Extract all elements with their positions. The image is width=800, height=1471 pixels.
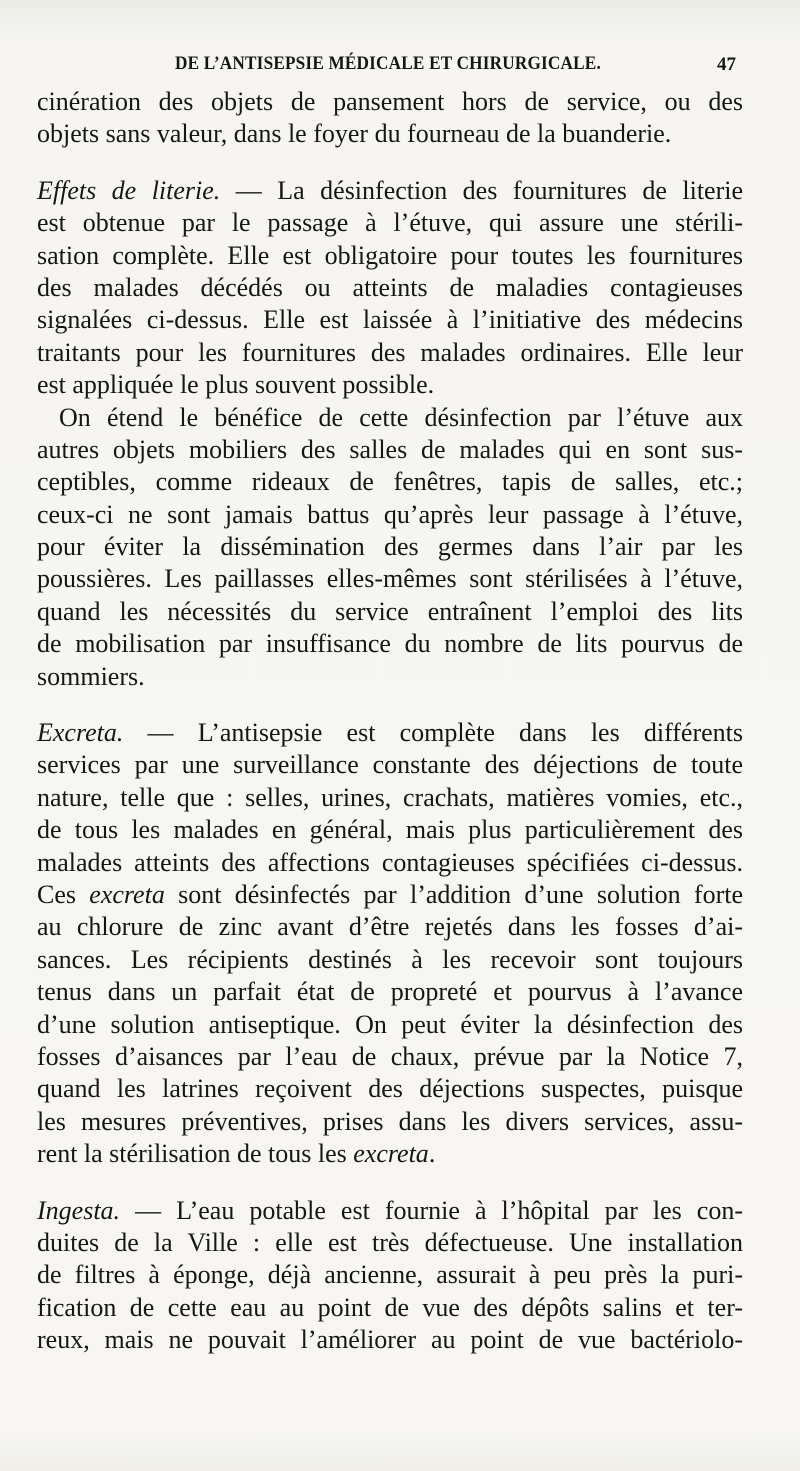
text-line: des malades décédés ou atteints de maladies contagieuses: [37, 272, 743, 302]
text-line: d’une solution antiseptique. On peut éviter la désinfection des: [37, 1009, 743, 1039]
text-line: duites de la Ville : elle est très défectueuse. Une installation: [37, 1227, 743, 1257]
section-heading: Ingesta.: [37, 1195, 121, 1225]
text-line: [37, 1138, 743, 1170]
text-line: objets sans valeur, dans le foyer du fourneau de la buanderie.: [37, 119, 672, 149]
text-line: les mesures préventives, prises dans les divers services, assu-: [37, 1106, 743, 1136]
text-line: de filtres à éponge, déjà ancienne, assurait à peu près la puri-: [37, 1260, 743, 1290]
text-line: [37, 879, 743, 911]
text-fragment: sont désinfectés par l’addition d’une solution forte: [178, 879, 743, 909]
text-line: est obtenue par le passage à l’étuve, qui assure une stérili-: [37, 208, 743, 238]
running-head: DE L’ANTISEPSIE MÉDICALE ET CHIRURGICALE.: [175, 54, 601, 74]
text-line: signalées ci-dessus. Elle est laissée à l’initiative des médecins: [37, 305, 743, 335]
text-line: autres objets mobiliers des salles de malades qui en sont sus-: [37, 434, 743, 464]
text-line: poussières. Les paillasses elles-mêmes sont stérilisées à l’étuve,: [37, 564, 743, 594]
paragraph-ingesta: [37, 1195, 743, 1357]
text-line: services par une surveillance constante des déjections de toute: [37, 750, 743, 780]
text-fragment: .: [428, 1139, 436, 1169]
italic-term: excreta: [89, 879, 165, 909]
text-line: [37, 717, 743, 749]
text-fragment: rent la stérilisation de tous les: [37, 1139, 347, 1169]
text-line: sation complète. Elle est obligatoire pour toutes les fournitures: [37, 240, 743, 270]
paragraph-etuve: [37, 402, 743, 694]
text-fragment: Ces: [37, 879, 76, 909]
text-line: est appliquée le plus souvent possible.: [37, 370, 435, 400]
paragraph-literie: [37, 175, 743, 402]
text-line: au chlorure de zinc avant d’être rejetés dans les fosses d’ai-: [37, 912, 743, 942]
text-line-rest: — L’antisepsie est complète dans les différents: [147, 718, 744, 748]
text-line: tenus dans un parfait état de propreté et pourvus à l’avance: [37, 977, 743, 1007]
text-line: [37, 1195, 743, 1227]
text-line: cinération des objets de pansement hors de service, ou des: [37, 87, 743, 116]
text-line: [37, 175, 743, 207]
text-line: reux, mais ne pouvait l’améliorer au point de vue bactériolo-: [37, 1325, 743, 1355]
text-line: On étend le bénéfice de cette désinfection par l’étuve aux: [59, 402, 743, 432]
text-line-rest: — L’eau potable est fournie à l’hôpital par les con-: [135, 1195, 743, 1225]
section-heading: Effets de literie.: [37, 175, 221, 205]
text-line: ceptibles, comme rideaux de fenêtres, tapis de salles, etc.;: [37, 467, 743, 497]
text-line: quand les nécessités du service entraînent l’emploi des lits: [37, 596, 743, 626]
text-line: fosses d’aisances par l’eau de chaux, prévue par la Notice 7,: [37, 1041, 743, 1071]
page-body: [37, 86, 743, 1356]
section-heading: Excreta.: [37, 718, 124, 748]
page-number: 47: [717, 54, 736, 75]
text-line: sommiers.: [37, 661, 145, 691]
text-line: fication de cette eau au point de vue des dépôts salins et ter-: [37, 1292, 743, 1322]
page-header: [38, 48, 738, 82]
paragraph-continuation: [37, 86, 743, 151]
italic-term: excreta: [353, 1139, 429, 1169]
text-line: de tous les malades en général, mais plus particulièrement des: [37, 815, 743, 845]
text-line: traitants pour les fournitures des malades ordinaires. Elle leur: [37, 337, 743, 367]
text-line: quand les latrines reçoivent des déjections suspectes, puisque: [37, 1074, 743, 1104]
text-line: malades atteints des affections contagieuses spécifiées ci-dessus.: [37, 847, 743, 877]
text-line: ceux-ci ne sont jamais battus qu’après leur passage à l’étuve,: [37, 499, 743, 529]
text-line: sances. Les récipients destinés à les recevoir sont toujours: [37, 944, 743, 974]
text-line: nature, telle que : selles, urines, crachats, matières vomies, etc.,: [37, 782, 743, 812]
text-line: de mobilisation par insuffisance du nombre de lits pourvus de: [37, 629, 743, 659]
text-line: pour éviter la dissémination des germes dans l’air par les: [37, 532, 743, 562]
text-line-rest: — La désinfection des fournitures de literie: [235, 175, 744, 205]
paragraph-excreta: [37, 717, 743, 1170]
